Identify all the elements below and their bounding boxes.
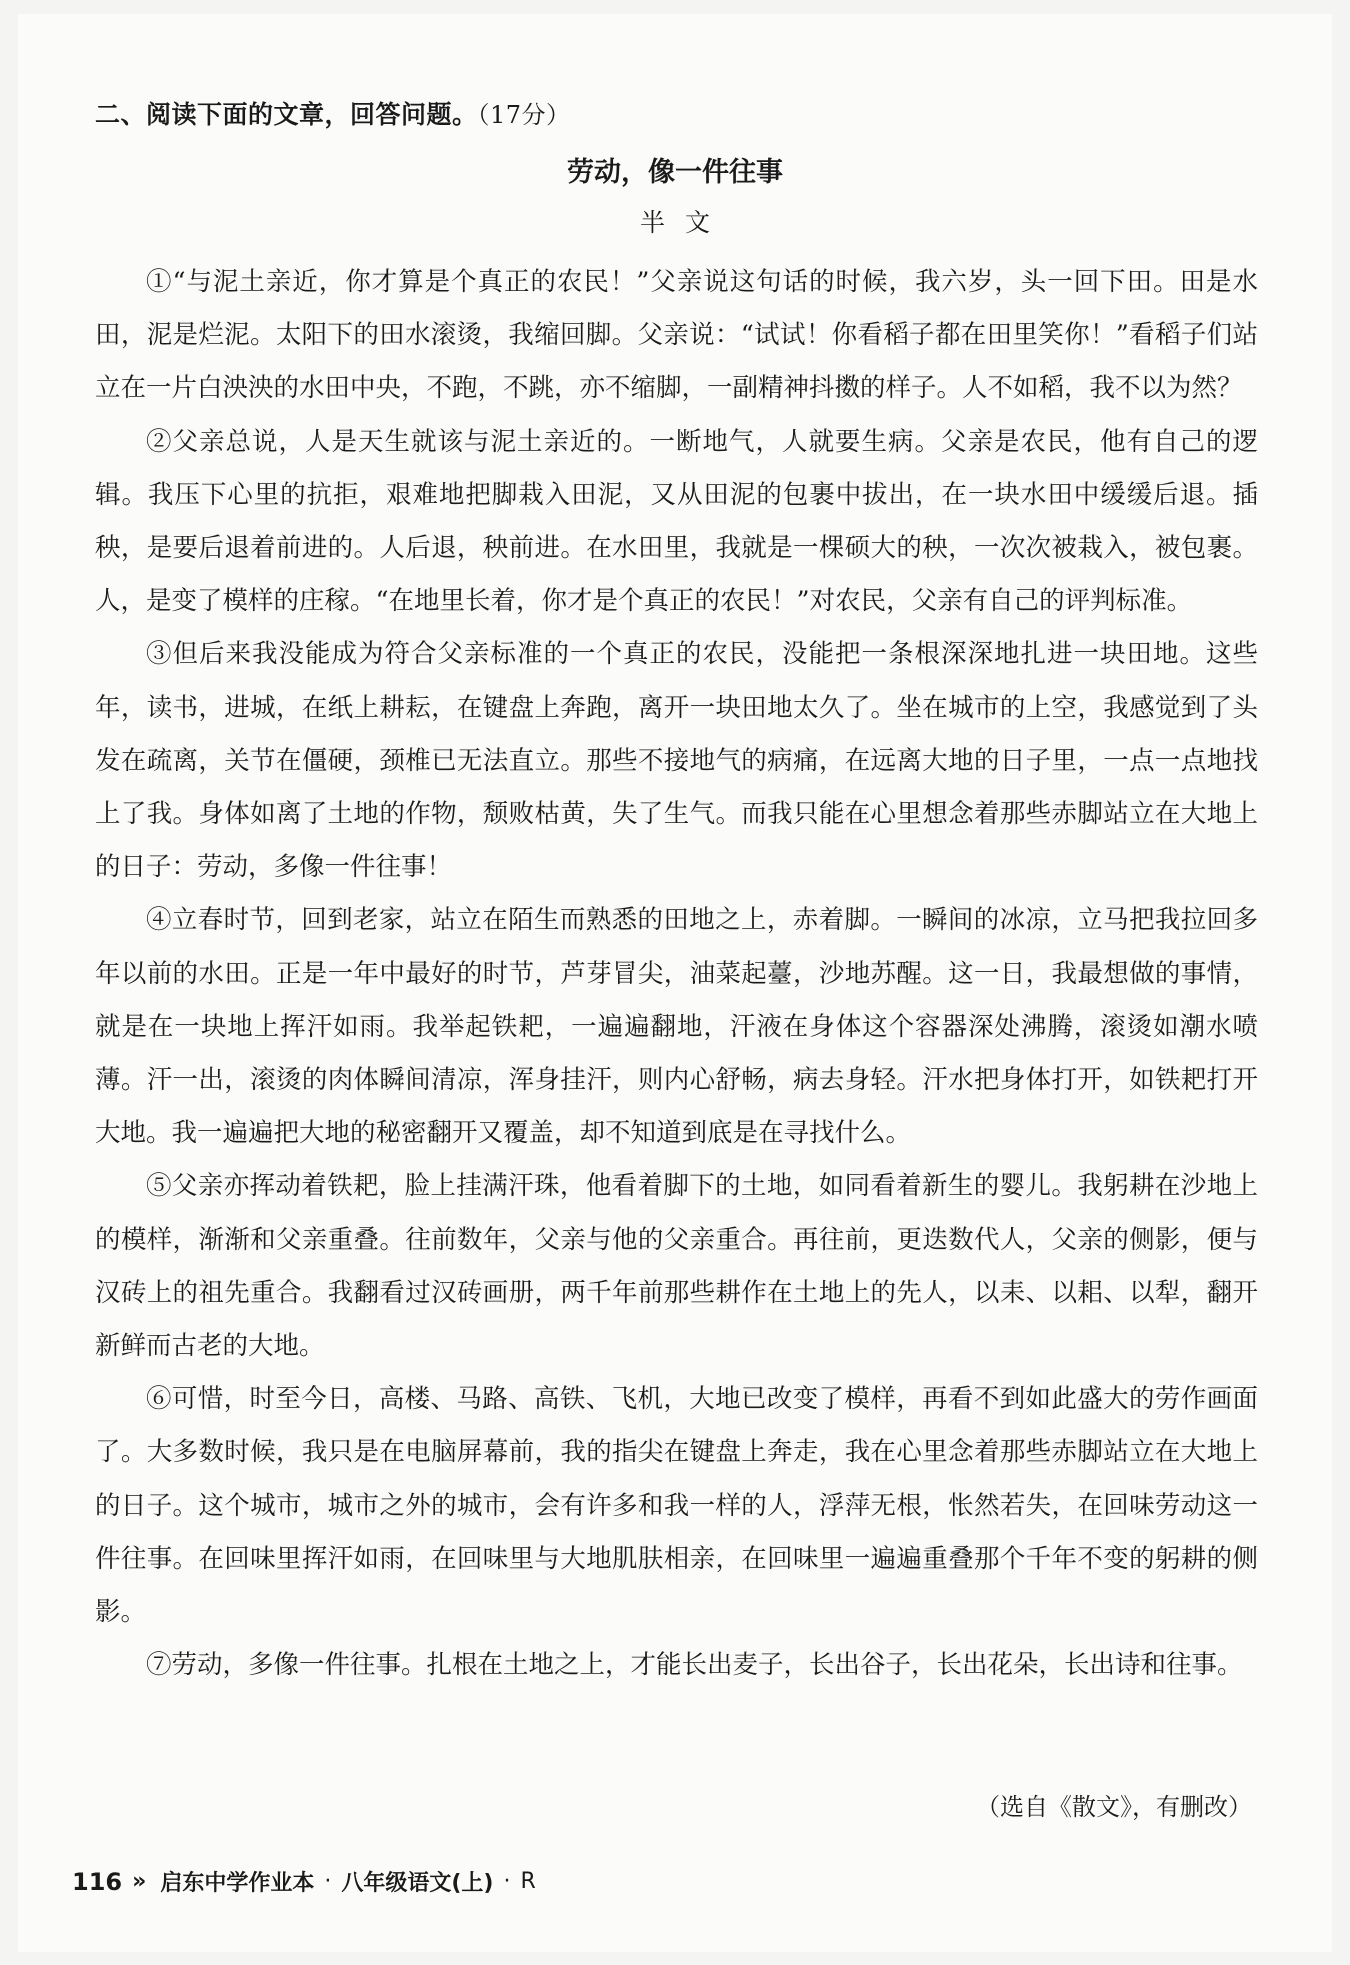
double-chevron-icon: » (132, 1869, 143, 1894)
section-score: （17分） (477, 101, 571, 129)
paragraph-2: ②父亲总说，人是天生就该与泥土亲近的。一断地气，人就要生病。父亲是农民，他有自己的逻辑。我压下心里的抗拒，艰难地把脚栽入田泥，又从田泥的包裹中拔出，在一块水田中缓缓后退。插秧，是要后退着前进的。人后退，秧前进。在水田里，我就是一棵硕大的秧，一次次被栽入，被包裹。人，是变了模样的庄稼。“在地里长着，你才是个真正的农民！”对农民，父亲有自己的评判标准。 (95, 426, 1258, 617)
book-edition: R (520, 1869, 536, 1894)
article-author: 半文 (639, 208, 730, 237)
article-title: 劳动，像一件往事 (567, 157, 783, 188)
page-footer (72, 1866, 536, 1897)
book-subtitle: 八年级语文(上) (341, 1871, 494, 1896)
section-heading-text: 二、阅读下面的文章，回答问题。 (95, 100, 478, 129)
paragraph-1: ①“与泥土亲近，你才算是个真正的农民！”父亲说这句话的时候，我六岁，头一回下田。田是水田，泥是烂泥。太阳下的田水滚烫，我缩回脚。父亲说：“试试！你看稻子都在田里笑你！”看稻子们站立在一片白泱泱的水田中央，不跑，不跳，亦不缩脚，一副精神抖擞的样子。人不如稻，我不以为然？ (95, 267, 1258, 404)
article-body (95, 256, 1258, 1692)
paragraph-7: ⑦劳动，多像一件往事。扎根在土地之上，才能长出麦子，长出谷子，长出花朵，长出诗和往事。 (146, 1650, 1243, 1681)
footer-separator-2: · (503, 1869, 511, 1894)
article-source: （选自《散文》，有删改） (976, 1793, 1252, 1821)
paragraph-6: ⑥可惜，时至今日，高楼、马路、高铁、飞机，大地已改变了模样，再看不到如此盛大的劳作画面了。大多数时候，我只是在电脑屏幕前，我的指尖在键盘上奔走，我在心里念着那些赤脚站立在大地上的日子。这个城市，城市之外的城市，会有许多和我一样的人，浮萍无根，怅然若失，在回味劳动这一件往事。在回味里挥汗如雨，在回味里与大地肌肤相亲，在回味里一遍遍重叠那个千年不变的躬耕的侧影。 (95, 1384, 1258, 1628)
paragraph-4: ④立春时节，回到老家，站立在陌生而熟悉的田地之上，赤着脚。一瞬间的冰凉，立马把我拉回多年以前的水田。正是一年中最好的时节，芦芽冒尖，油菜起薹，沙地苏醒。这一日，我最想做的事情，就是在一块地上挥汗如雨。我举起铁耙，一遍遍翻地，汗液在身体这个容器深处沸腾，滚烫如潮水喷薄。汗一出，滚烫的肉体瞬间清凉，浑身挂汗，则内心舒畅，病去身轻。汗水把身体打开，如铁耙打开大地。我一遍遍把大地的秘密翻开又覆盖，却不知道到底是在寻找什么。 (95, 905, 1258, 1149)
paragraph-3: ③但后来我没能成为符合父亲标准的一个真正的农民，没能把一条根深深地扎进一块田地。这些年，读书，进城，在纸上耕耘，在键盘上奔跑，离开一块田地太久了。坐在城市的上空，我感觉到了头发在疏离，关节在僵硬，颈椎已无法直立。那些不接地气的病痛，在远离大地的日子里，一点一点地找上了我。身体如离了土地的作物，颓败枯黄，失了生气。而我只能在心里想念着那些赤脚站立在大地上的日子：劳动，多像一件往事！ (95, 639, 1258, 883)
paragraph-5: ⑤父亲亦挥动着铁耙，脸上挂满汗珠，他看着脚下的土地，如同看着新生的婴儿。我躬耕在沙地上的模样，渐渐和父亲重叠。往前数年，父亲与他的父亲重合。再往前，更迭数代人，父亲的侧影，便与汉砖上的祖先重合。我翻看过汉砖画册，两千年前那些耕作在土地上的先人，以耒、以耜、以犁，翻开新鲜而古老的大地。 (95, 1171, 1258, 1362)
footer-separator: · (324, 1869, 332, 1894)
section-heading (95, 95, 571, 131)
page-number: 116 (72, 1867, 123, 1896)
book-title: 启东中学作业本 (160, 1871, 315, 1896)
